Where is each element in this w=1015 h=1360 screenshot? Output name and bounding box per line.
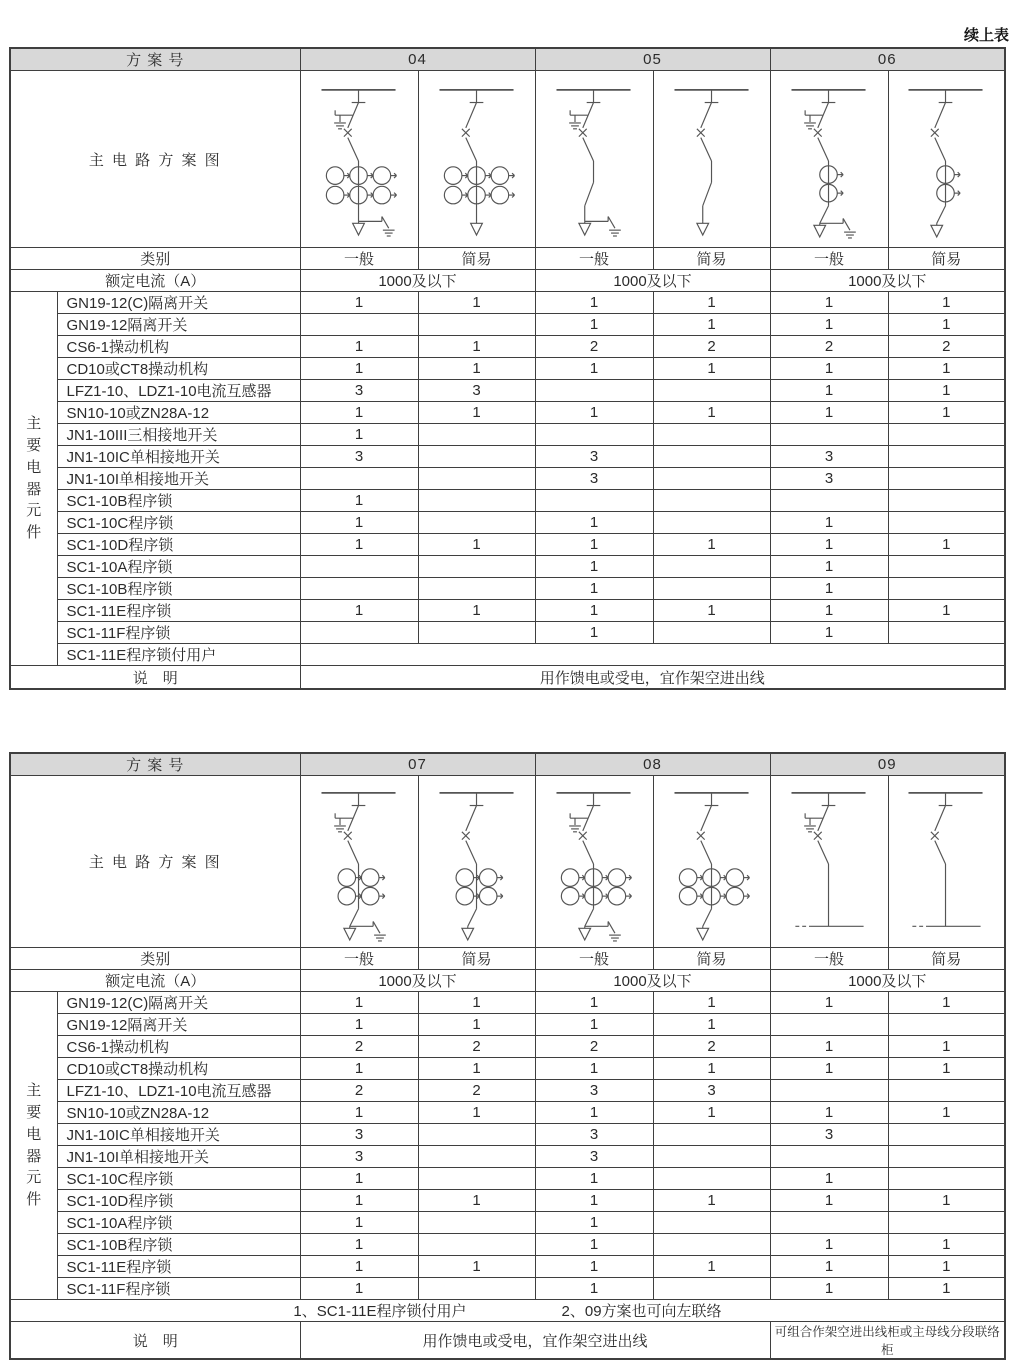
component-name-cell: CD10或CT8操动机构	[57, 358, 300, 380]
component-value-cell	[888, 512, 1005, 534]
component-value-cell: 1	[770, 1234, 888, 1256]
component-value-cell: 1	[418, 534, 535, 556]
component-name-cell: SN10-10或ZN28A-12	[57, 402, 300, 424]
spec-table-schemes-04-06	[9, 47, 1006, 690]
component-value-cell: 1	[300, 1190, 418, 1212]
component-value-cell	[653, 1212, 770, 1234]
circuit-diagram-08-general	[535, 776, 653, 948]
rated-current-value: 1000及以下	[300, 270, 535, 292]
scheme-number-header: 09	[770, 753, 1005, 776]
component-value-cell	[535, 490, 653, 512]
component-value-cell	[418, 1146, 535, 1168]
component-name-cell: SN10-10或ZN28A-12	[57, 1102, 300, 1124]
component-name-cell: SC1-11E程序锁	[57, 1256, 300, 1278]
description-text: 可组合作架空进出线柜或主母线分段联络柜	[770, 1322, 1005, 1360]
main-components-label-char: 要	[26, 1104, 42, 1121]
circuit-diagram-04-simple	[418, 71, 535, 248]
component-value-cell: 1	[653, 402, 770, 424]
component-value-cell: 1	[653, 1256, 770, 1278]
component-value-cell: 1	[535, 1234, 653, 1256]
component-name-cell: GN19-12(C)隔离开关	[57, 992, 300, 1014]
component-value-cell	[653, 468, 770, 490]
main-components-label-char: 件	[26, 1191, 42, 1208]
component-value-cell: 1	[535, 1256, 653, 1278]
component-value-cell: 1	[888, 992, 1005, 1014]
component-name-cell: GN19-12隔离开关	[57, 1014, 300, 1036]
component-name-cell: JN1-10IC单相接地开关	[57, 1124, 300, 1146]
category-label: 类别	[10, 248, 300, 270]
component-value-cell	[300, 556, 418, 578]
component-value-cell	[770, 1080, 888, 1102]
component-value-cell: 1	[300, 358, 418, 380]
circuit-diagram-05-simple	[653, 71, 770, 248]
component-value-cell: 1	[653, 1014, 770, 1036]
component-name-cell: GN19-12(C)隔离开关	[57, 292, 300, 314]
component-value-cell: 1	[535, 1190, 653, 1212]
component-value-cell	[418, 622, 535, 644]
component-value-cell	[418, 1168, 535, 1190]
component-value-cell	[653, 1278, 770, 1300]
component-value-cell: 1	[888, 1190, 1005, 1212]
component-value-cell	[653, 1124, 770, 1146]
component-value-cell: 1	[300, 292, 418, 314]
component-value-cell	[770, 1146, 888, 1168]
component-value-cell	[653, 424, 770, 446]
component-value-cell: 1	[300, 1014, 418, 1036]
main-components-label	[10, 292, 57, 666]
component-value-cell: 1	[653, 314, 770, 336]
component-value-cell: 1	[888, 600, 1005, 622]
component-value-cell	[653, 512, 770, 534]
component-value-cell: 3	[535, 1124, 653, 1146]
rated-current-value: 1000及以下	[535, 270, 770, 292]
component-value-cell	[888, 1146, 1005, 1168]
note-text: 2、09方案也可向左联络	[561, 1303, 722, 1320]
component-value-cell: 1	[535, 534, 653, 556]
component-value-cell	[535, 424, 653, 446]
component-value-cell: 3	[653, 1080, 770, 1102]
component-value-cell: 1	[888, 1058, 1005, 1080]
component-value-span-cell	[300, 644, 1005, 666]
component-value-cell: 3	[535, 468, 653, 490]
scheme-number-header: 04	[300, 48, 535, 71]
component-value-cell: 2	[418, 1080, 535, 1102]
component-value-cell	[888, 424, 1005, 446]
description-text: 用作馈电或受电，宜作架空进出线	[300, 1322, 770, 1360]
component-value-cell	[653, 1168, 770, 1190]
circuit-diagram-07-general	[300, 776, 418, 948]
component-value-cell: 1	[535, 358, 653, 380]
component-value-cell: 1	[888, 314, 1005, 336]
component-value-cell: 1	[535, 1014, 653, 1036]
component-value-cell	[653, 1234, 770, 1256]
component-value-cell	[418, 468, 535, 490]
notes-cell	[10, 1300, 1005, 1322]
component-value-cell	[300, 622, 418, 644]
component-value-cell	[418, 1234, 535, 1256]
category-label: 类别	[10, 948, 300, 970]
category-general-cell: 一般	[535, 248, 653, 270]
component-value-cell	[300, 468, 418, 490]
component-value-cell: 1	[300, 1256, 418, 1278]
component-value-cell: 1	[653, 292, 770, 314]
component-value-cell: 1	[770, 622, 888, 644]
component-value-cell	[888, 1014, 1005, 1036]
component-name-cell: CS6-1操动机构	[57, 336, 300, 358]
component-name-cell: SC1-10B程序锁	[57, 578, 300, 600]
component-value-cell	[418, 512, 535, 534]
component-name-cell: CS6-1操动机构	[57, 1036, 300, 1058]
component-name-cell: JN1-10I单相接地开关	[57, 1146, 300, 1168]
category-simple-cell: 简易	[418, 948, 535, 970]
component-name-cell: JN1-10III三相接地开关	[57, 424, 300, 446]
description-text: 用作馈电或受电，宜作架空进出线	[300, 666, 1005, 690]
component-value-cell: 3	[300, 1124, 418, 1146]
component-value-cell: 1	[535, 1212, 653, 1234]
component-value-cell: 1	[653, 992, 770, 1014]
circuit-diagram-07-simple	[418, 776, 535, 948]
component-value-cell: 1	[770, 556, 888, 578]
component-value-cell: 1	[653, 1102, 770, 1124]
component-value-cell: 1	[770, 1102, 888, 1124]
component-value-cell: 1	[535, 992, 653, 1014]
component-value-cell: 3	[300, 1146, 418, 1168]
scheme-no-header: 方 案 号	[10, 48, 300, 71]
component-value-cell: 1	[770, 314, 888, 336]
component-value-cell: 1	[535, 292, 653, 314]
component-name-cell: SC1-11E程序锁付用户	[57, 644, 300, 666]
component-value-cell: 2	[418, 1036, 535, 1058]
component-value-cell: 1	[300, 534, 418, 556]
component-value-cell: 1	[770, 1168, 888, 1190]
circuit-diagram-05-general	[535, 71, 653, 248]
component-name-cell: SC1-10D程序锁	[57, 534, 300, 556]
component-value-cell: 1	[300, 1278, 418, 1300]
component-value-cell	[770, 490, 888, 512]
component-value-cell: 1	[418, 600, 535, 622]
circuit-diagram-09-general	[770, 776, 888, 948]
component-name-cell: CD10或CT8操动机构	[57, 1058, 300, 1080]
component-value-cell: 2	[888, 336, 1005, 358]
component-value-cell: 1	[535, 1278, 653, 1300]
component-value-cell: 1	[888, 358, 1005, 380]
component-value-cell: 2	[300, 1080, 418, 1102]
component-value-cell: 1	[418, 1102, 535, 1124]
component-value-cell: 1	[770, 534, 888, 556]
component-value-cell	[418, 1278, 535, 1300]
component-value-cell: 3	[770, 1124, 888, 1146]
circuit-diagram-06-simple	[888, 71, 1005, 248]
component-value-cell: 1	[418, 1190, 535, 1212]
scheme-number-header: 05	[535, 48, 770, 71]
component-value-cell: 1	[535, 556, 653, 578]
main-components-label-char: 件	[26, 524, 42, 541]
component-name-cell: JN1-10I单相接地开关	[57, 468, 300, 490]
component-value-cell: 1	[535, 314, 653, 336]
category-simple-cell: 简易	[653, 248, 770, 270]
main-components-label-char: 器	[26, 1147, 42, 1165]
component-value-cell: 1	[770, 1190, 888, 1212]
component-value-cell	[770, 1212, 888, 1234]
main-components-label-char: 电	[26, 458, 42, 476]
component-value-cell	[888, 622, 1005, 644]
component-value-cell: 1	[535, 1102, 653, 1124]
component-value-cell	[418, 490, 535, 512]
component-value-cell: 1	[418, 1058, 535, 1080]
main-components-label-char: 元	[26, 1169, 42, 1187]
component-value-cell	[418, 1124, 535, 1146]
component-value-cell: 1	[535, 1168, 653, 1190]
component-value-cell: 3	[535, 446, 653, 468]
component-value-cell: 1	[418, 336, 535, 358]
component-value-cell: 1	[888, 534, 1005, 556]
component-value-cell: 1	[418, 1014, 535, 1036]
component-value-cell: 1	[300, 1212, 418, 1234]
component-value-cell: 1	[770, 1256, 888, 1278]
component-value-cell	[888, 1124, 1005, 1146]
category-general-cell: 一般	[770, 948, 888, 970]
component-value-cell: 2	[300, 1036, 418, 1058]
component-value-cell: 1	[653, 1190, 770, 1212]
component-value-cell	[888, 1080, 1005, 1102]
component-value-cell: 1	[770, 600, 888, 622]
component-value-cell	[653, 1146, 770, 1168]
component-name-cell: SC1-10A程序锁	[57, 556, 300, 578]
component-value-cell: 1	[300, 490, 418, 512]
component-value-cell: 1	[300, 336, 418, 358]
scheme-no-header: 方 案 号	[10, 753, 300, 776]
component-value-cell: 1	[418, 402, 535, 424]
component-name-cell: SC1-11F程序锁	[57, 622, 300, 644]
scheme-number-header: 08	[535, 753, 770, 776]
component-value-cell: 1	[888, 292, 1005, 314]
component-value-cell	[418, 446, 535, 468]
component-name-cell: LFZ1-10、LDZ1-10电流互感器	[57, 380, 300, 402]
component-value-cell: 1	[300, 512, 418, 534]
component-value-cell: 1	[300, 1102, 418, 1124]
category-general-cell: 一般	[300, 248, 418, 270]
component-value-cell: 1	[770, 358, 888, 380]
component-value-cell: 1	[418, 358, 535, 380]
component-value-cell	[418, 578, 535, 600]
category-general-cell: 一般	[300, 948, 418, 970]
component-value-cell: 1	[770, 292, 888, 314]
main-components-label-char: 电	[26, 1125, 42, 1143]
component-name-cell: SC1-10D程序锁	[57, 1190, 300, 1212]
component-value-cell: 1	[888, 1256, 1005, 1278]
rated-current-label: 额定电流（A）	[10, 270, 300, 292]
component-value-cell	[888, 468, 1005, 490]
component-value-cell: 1	[300, 402, 418, 424]
component-value-cell: 3	[535, 1080, 653, 1102]
main-components-label-char: 要	[26, 437, 42, 454]
category-simple-cell: 简易	[653, 948, 770, 970]
component-value-cell: 1	[888, 1036, 1005, 1058]
main-circuit-diagram-label: 主 电 路 方 案 图	[10, 776, 300, 948]
component-value-cell: 2	[653, 1036, 770, 1058]
component-value-cell	[418, 314, 535, 336]
component-name-cell: SC1-10C程序锁	[57, 512, 300, 534]
component-value-cell: 1	[770, 402, 888, 424]
component-name-cell: SC1-11F程序锁	[57, 1278, 300, 1300]
component-value-cell: 1	[418, 292, 535, 314]
component-value-cell	[888, 1212, 1005, 1234]
component-value-cell: 1	[418, 992, 535, 1014]
component-value-cell: 1	[770, 380, 888, 402]
component-value-cell	[653, 578, 770, 600]
component-name-cell: JN1-10IC单相接地开关	[57, 446, 300, 468]
component-value-cell: 1	[653, 600, 770, 622]
component-value-cell: 1	[535, 622, 653, 644]
component-value-cell: 1	[770, 512, 888, 534]
component-value-cell: 1	[653, 358, 770, 380]
component-value-cell: 1	[300, 1058, 418, 1080]
circuit-diagram-08-simple	[653, 776, 770, 948]
component-value-cell	[888, 578, 1005, 600]
component-value-cell	[888, 1168, 1005, 1190]
component-name-cell: LFZ1-10、LDZ1-10电流互感器	[57, 1080, 300, 1102]
component-value-cell: 1	[418, 1256, 535, 1278]
note-text: 1、SC1-11E程序锁付用户	[293, 1303, 467, 1320]
component-value-cell	[888, 446, 1005, 468]
spec-table-schemes-07-09	[9, 752, 1006, 1360]
component-value-cell	[653, 380, 770, 402]
component-value-cell: 1	[770, 1058, 888, 1080]
description-label: 说 明	[10, 1322, 300, 1360]
component-value-cell: 1	[535, 600, 653, 622]
component-value-cell: 1	[300, 1168, 418, 1190]
category-simple-cell: 简易	[888, 948, 1005, 970]
component-value-cell: 1	[770, 992, 888, 1014]
component-value-cell: 1	[888, 1278, 1005, 1300]
component-name-cell: SC1-11E程序锁	[57, 600, 300, 622]
component-value-cell	[653, 622, 770, 644]
component-value-cell: 1	[770, 1278, 888, 1300]
component-value-cell	[418, 556, 535, 578]
component-value-cell: 1	[888, 1234, 1005, 1256]
main-circuit-diagram-label: 主 电 路 方 案 图	[10, 71, 300, 248]
circuit-diagram-06-general	[770, 71, 888, 248]
category-simple-cell: 简易	[418, 248, 535, 270]
component-name-cell: SC1-10B程序锁	[57, 1234, 300, 1256]
component-value-cell: 3	[300, 446, 418, 468]
main-components-label	[10, 992, 57, 1300]
description-label: 说 明	[10, 666, 300, 690]
component-value-cell: 1	[653, 534, 770, 556]
category-general-cell: 一般	[535, 948, 653, 970]
component-value-cell: 1	[535, 402, 653, 424]
component-value-cell: 3	[418, 380, 535, 402]
component-value-cell: 1	[300, 992, 418, 1014]
category-general-cell: 一般	[770, 248, 888, 270]
component-name-cell: GN19-12隔离开关	[57, 314, 300, 336]
rated-current-value: 1000及以下	[770, 270, 1005, 292]
component-value-cell: 3	[770, 446, 888, 468]
component-value-cell	[653, 556, 770, 578]
component-value-cell: 1	[535, 1058, 653, 1080]
component-value-cell	[653, 446, 770, 468]
scheme-number-header: 06	[770, 48, 1005, 71]
component-value-cell: 1	[300, 600, 418, 622]
component-name-cell: SC1-10B程序锁	[57, 490, 300, 512]
component-value-cell: 1	[300, 424, 418, 446]
continuation-note: 续上表	[963, 27, 1009, 44]
component-value-cell: 1	[300, 1234, 418, 1256]
component-value-cell: 1	[535, 578, 653, 600]
component-value-cell: 2	[653, 336, 770, 358]
main-components-label-char: 器	[26, 480, 42, 498]
component-value-cell	[770, 424, 888, 446]
component-value-cell	[888, 556, 1005, 578]
main-components-label-char: 主	[26, 1082, 42, 1100]
rated-current-value: 1000及以下	[770, 970, 1005, 992]
component-value-cell: 3	[770, 468, 888, 490]
circuit-diagram-04-general	[300, 71, 418, 248]
main-components-label-char: 元	[26, 502, 42, 520]
component-value-cell	[770, 1014, 888, 1036]
component-value-cell: 1	[888, 402, 1005, 424]
category-simple-cell: 简易	[888, 248, 1005, 270]
component-value-cell: 1	[770, 578, 888, 600]
main-components-label-char: 主	[26, 415, 42, 433]
rated-current-value: 1000及以下	[300, 970, 535, 992]
component-value-cell	[888, 490, 1005, 512]
component-name-cell: SC1-10C程序锁	[57, 1168, 300, 1190]
component-value-cell: 3	[535, 1146, 653, 1168]
component-value-cell: 1	[535, 512, 653, 534]
component-value-cell: 1	[770, 1036, 888, 1058]
component-value-cell	[535, 380, 653, 402]
component-value-cell	[418, 1212, 535, 1234]
component-value-cell: 1	[888, 380, 1005, 402]
component-value-cell: 2	[770, 336, 888, 358]
rated-current-label: 额定电流（A）	[10, 970, 300, 992]
component-value-cell: 1	[888, 1102, 1005, 1124]
component-name-cell: SC1-10A程序锁	[57, 1212, 300, 1234]
component-value-cell: 1	[653, 1058, 770, 1080]
component-value-cell: 2	[535, 336, 653, 358]
component-value-cell	[418, 424, 535, 446]
component-value-cell	[653, 490, 770, 512]
component-value-cell	[300, 578, 418, 600]
rated-current-value: 1000及以下	[535, 970, 770, 992]
component-value-cell: 3	[300, 380, 418, 402]
scheme-number-header: 07	[300, 753, 535, 776]
circuit-diagram-09-simple	[888, 776, 1005, 948]
component-value-cell	[300, 314, 418, 336]
component-value-cell: 2	[535, 1036, 653, 1058]
